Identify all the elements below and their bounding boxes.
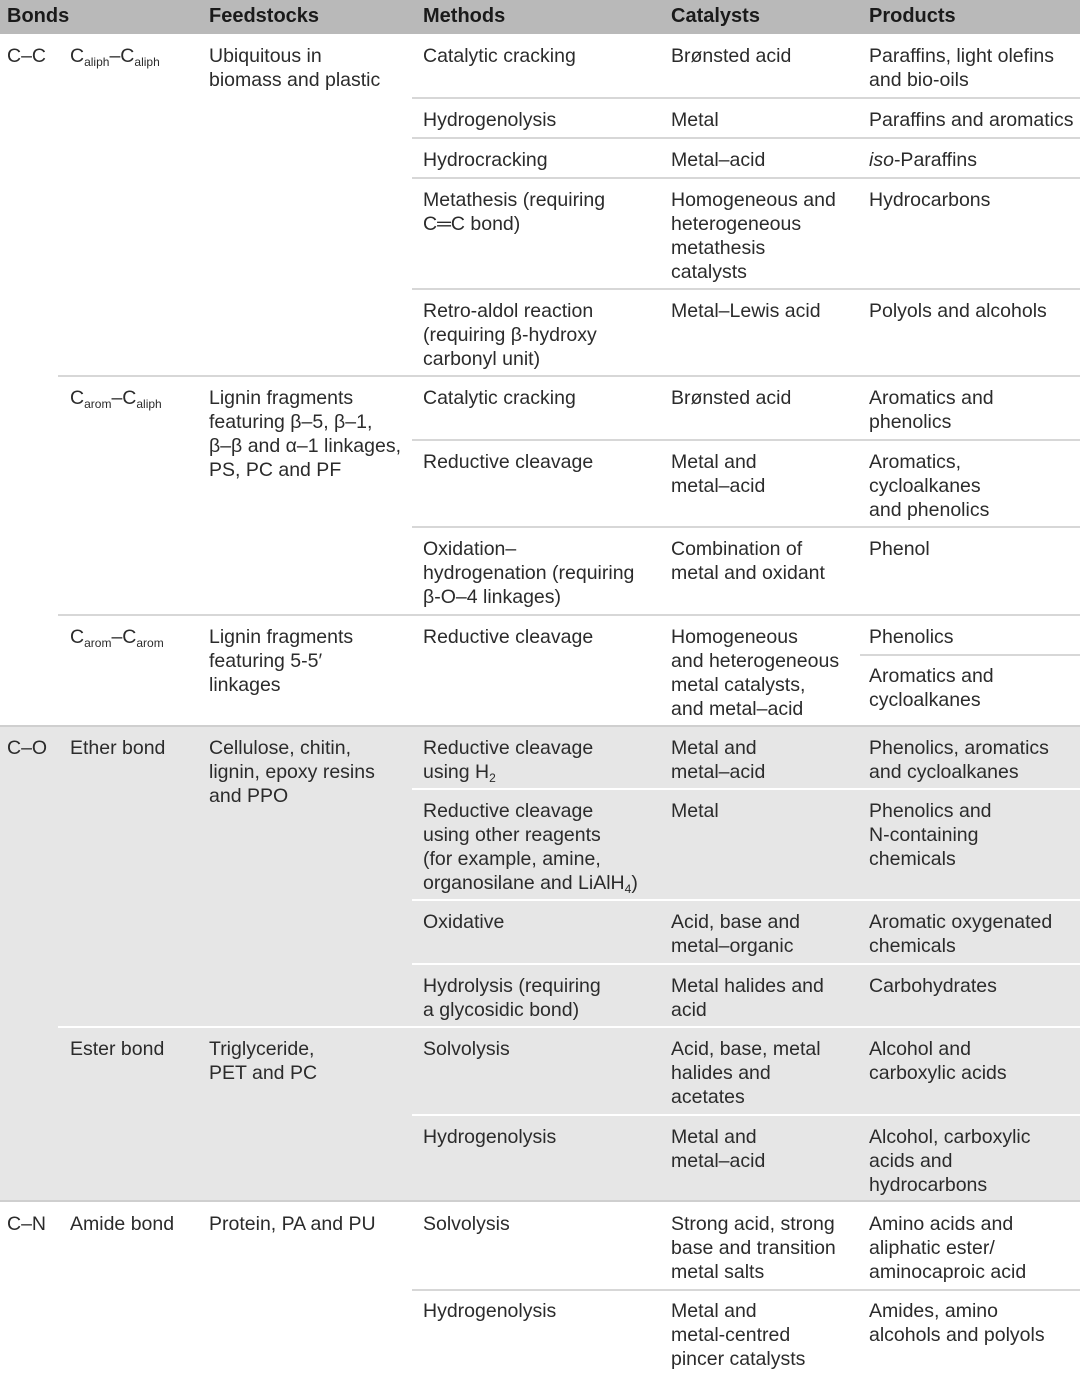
method-cell: Metathesis (requiring C═C bond): [423, 189, 606, 235]
feedstock-cell: Ubiquitous in biomass and plastic: [209, 45, 381, 91]
header-bonds: Bonds: [7, 5, 70, 27]
product-cell: Paraffins, light olefins and bio-oils: [869, 45, 1054, 91]
row-divider: [412, 288, 1080, 290]
method-cell: Hydrocracking: [423, 149, 548, 171]
catalyst-cell: Metal and metal-centred pincer catalysts: [671, 1300, 806, 1370]
catalyst-cell: Metal halides and acid: [671, 975, 824, 1021]
method-cell: Hydrogenolysis: [423, 1300, 557, 1322]
method-cell: Reductive cleavage: [423, 451, 594, 473]
header-feedstocks: Feedstocks: [209, 5, 320, 27]
row-divider: [860, 654, 1080, 656]
product-cell: Alcohol and carboxylic acids: [869, 1038, 1007, 1084]
table-header: [0, 0, 1080, 34]
method-cell: Catalytic cracking: [423, 387, 576, 409]
method-cell: Hydrogenolysis: [423, 1126, 557, 1148]
method-cell: Catalytic cracking: [423, 45, 576, 67]
method-cell: Reductive cleavage using $H_2$: [423, 737, 594, 785]
row-divider: [412, 526, 1080, 528]
product-cell: Amino acids and aliphatic ester/ aminocaproic acid: [869, 1213, 1027, 1283]
product-cell: Hydrocarbons: [869, 189, 991, 211]
product-cell: Phenolics, aromatics and cycloalkanes: [869, 737, 1049, 783]
method-cell: Solvolysis: [423, 1038, 510, 1060]
product-cell: Aromatic oxygenated chemicals: [869, 911, 1053, 957]
group-divider: [58, 1026, 1080, 1028]
feedstock-cell: Triglyceride, PET and PC: [209, 1038, 318, 1084]
catalyst-cell: Homogeneous and heterogeneous metathesis catalysts: [671, 189, 836, 283]
product-cell: Phenol: [869, 538, 930, 560]
subbond-carom-carom: $C_{arom}-C_{arom}$: [70, 626, 164, 650]
feedstock-cell: Lignin fragments featuring β–5, β–1, β–β and α–1 linkages, PS, PC and PF: [209, 387, 401, 481]
method-cell: Hydrolysis (requiring a glycosidic bond): [423, 975, 601, 1021]
bond-type-co: C–O: [7, 737, 48, 759]
product-cell: iso-Paraffins: [869, 149, 978, 171]
catalyst-cell: Acid, base and metal–organic: [671, 911, 801, 957]
product-cell: Phenolics and N-containing chemicals: [869, 800, 992, 870]
product-cell: Paraffins and aromatics: [869, 109, 1074, 131]
product-cell: Polyols and alcohols: [869, 300, 1047, 322]
row-divider: [412, 899, 1080, 901]
header-catalysts: Catalysts: [671, 5, 760, 27]
method-cell: Reductive cleavage: [423, 626, 594, 648]
header-methods: Methods: [423, 5, 506, 27]
product-cell: Amides, amino alcohols and polyols: [869, 1300, 1045, 1346]
catalyst-cell: Metal and metal–acid: [671, 451, 766, 497]
method-cell: Reductive cleavage using other reagents (for example, amine, organosilane and LiAlH$_4$): [423, 800, 638, 896]
catalyst-cell: Combination of metal and oxidant: [671, 538, 825, 584]
method-cell: Hydrogenolysis: [423, 109, 557, 131]
subbond-ester: Ester bond: [70, 1038, 165, 1060]
catalyst-cell: Metal: [671, 800, 719, 822]
group-divider: [58, 375, 1080, 377]
row-divider: [412, 788, 1080, 790]
bond-type-cc: C–C: [7, 45, 47, 67]
catalyst-cell: Brønsted acid: [671, 387, 792, 409]
subbond-ether: Ether bond: [70, 737, 166, 759]
product-cell: Aromatics and cycloalkanes: [869, 665, 994, 711]
subbond-amide: Amide bond: [70, 1213, 175, 1235]
product-cell: Aromatics, cycloalkanes and phenolics: [869, 451, 990, 521]
row-divider: [412, 177, 1080, 179]
catalyst-cell: Metal: [671, 109, 719, 131]
method-cell: Retro-aldol reaction (requiring β-hydroxy carbonyl unit): [423, 300, 597, 370]
product-cell: Alcohol, carboxylic acids and hydrocarbons: [869, 1126, 1031, 1196]
catalyst-cell: Metal–Lewis acid: [671, 300, 821, 322]
catalyst-cell: Strong acid, strong base and transition metal salts: [671, 1213, 836, 1283]
catalyst-cell: Metal–acid: [671, 149, 766, 171]
section-divider: [0, 725, 1080, 727]
product-cell: Carbohydrates: [869, 975, 997, 997]
method-cell: Oxidation– hydrogenation (requiring β-O–4 linkages): [423, 538, 635, 608]
row-divider: [412, 1114, 1080, 1116]
row-divider: [412, 97, 1080, 99]
catalyst-cell: Metal and metal–acid: [671, 737, 766, 783]
catalyst-cell: Metal and metal–acid: [671, 1126, 766, 1172]
catalyst-cell: Acid, base, metal halides and acetates: [671, 1038, 821, 1108]
section-divider: [0, 1200, 1080, 1202]
catalyst-cell: Brønsted acid: [671, 45, 792, 67]
catalyst-cell: Homogeneous and heterogeneous metal catalysts, and metal–acid: [671, 626, 840, 720]
bond-type-cn: C–N: [7, 1213, 47, 1235]
row-divider: [412, 963, 1080, 965]
product-cell: Aromatics and phenolics: [869, 387, 994, 433]
row-divider: [412, 137, 1080, 139]
row-divider: [412, 1289, 1080, 1291]
group-divider: [58, 614, 1080, 616]
row-divider: [412, 439, 1080, 441]
feedstock-cell: Protein, PA and PU: [209, 1213, 376, 1235]
method-cell: Oxidative: [423, 911, 505, 933]
subbond-caliph-caliph: $C_{aliph}-C_{aliph}$: [70, 45, 160, 69]
feedstock-cell: Lignin fragments featuring 5-5′ linkages: [209, 626, 354, 696]
feedstock-cell: Cellulose, chitin, lignin, epoxy resins and PPO: [209, 737, 375, 807]
product-cell: Phenolics: [869, 626, 954, 648]
header-products: Products: [869, 5, 956, 27]
method-cell: Solvolysis: [423, 1213, 510, 1235]
subbond-carom-caliph: $C_{arom}-C_{aliph}$: [70, 387, 162, 411]
